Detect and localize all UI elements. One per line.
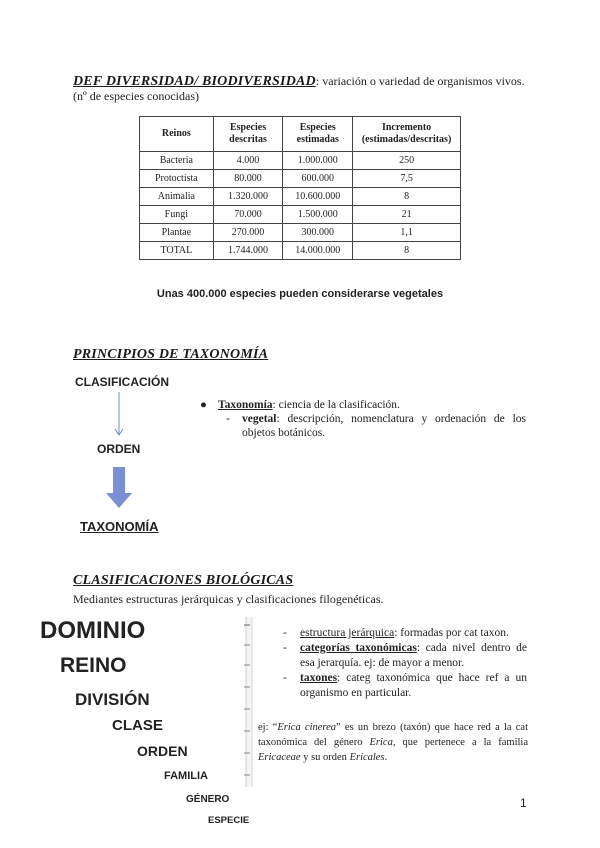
diversity-subtitle: (nº de especies conocidas) [73,89,199,103]
flow-taxonomia: TAXONOMÍA [80,519,159,534]
diversity-definition: : variación o variedad de organismos vivos. [315,74,525,88]
classification-item [283,626,527,641]
vegetal-term: vegetal [242,413,277,425]
table-cell: 1.000.000 [283,152,353,170]
bracket-strip [242,617,256,787]
classifications-intro: Mediantes estructuras jerárquicas y clasificaciones filogenéticas. [73,592,384,606]
table-cell: TOTAL [140,242,214,260]
table-row [140,242,461,260]
table-cell: 21 [353,206,461,224]
table-cell: 10.600.000 [283,188,353,206]
level-familia: FAMILIA [164,770,208,782]
diversity-definition-line [73,74,533,89]
table-cell: Plantae [140,224,214,242]
dash-icon: - [283,642,287,654]
example-genus: Erica [369,737,393,748]
dash-icon: - [226,413,230,425]
table-cell: 600.000 [283,170,353,188]
table-cell: Bacteria [140,152,214,170]
item-text: : cada nivel dentro de esa jerarquía. ej: de mayor a menor. [300,642,527,669]
level-orden: ORDEN [137,743,188,759]
table-cell: 1.744.000 [213,242,283,260]
vegetal-subbullet [200,412,526,440]
table-cell: 1.320.000 [213,188,283,206]
diversity-heading: DEF DIVERSIDAD/ BIODIVERSIDAD [73,74,316,89]
vegetal-text: : descripción, nomenclatura y ordenación de los objetos botánicos. [242,413,526,439]
vegetal-species-note: Unas 400.000 especies pueden considerarse vegetales [156,288,444,300]
level-clase: CLASE [112,717,163,734]
thin-down-arrow-icon [113,392,125,438]
erica-example [258,720,528,765]
example-text: ” es un brezo (taxón) que hace red a la cat taxonómica del género [258,722,528,748]
thick-down-arrow-icon [106,467,132,509]
level-division: DIVISIÓN [75,690,150,709]
table-header: Especies descritas [213,117,283,152]
item-text: : formadas por cat taxon. [394,627,509,639]
flow-orden: ORDEN [97,442,141,456]
flow-clasificacion: CLASIFICACIÓN [75,375,169,389]
page-number: 1 [520,796,527,810]
classification-item [283,641,527,671]
table-cell: 14.000.000 [283,242,353,260]
bullet-dot-icon: ● [200,399,207,411]
table-cell: 7,5 [353,170,461,188]
table-cell: Animalia [140,188,214,206]
example-family: Ericaceae [258,752,301,763]
table-cell: 80.000 [213,170,283,188]
classification-item [283,671,527,701]
item-term: estructura jerárquica [300,627,395,639]
example-text: ej: “ [258,722,278,733]
table-cell: 1.500.000 [283,206,353,224]
table-cell: 300.000 [283,224,353,242]
table-cell: 1,1 [353,224,461,242]
item-term: categorías taxonómicas [300,642,417,654]
table-row [140,206,461,224]
table-row [140,224,461,242]
item-term: taxones [300,672,338,684]
taxonomy-bullets [200,398,526,440]
table-header-row [140,117,461,152]
dash-icon: - [283,672,287,684]
table-header: Incremento (estimadas/descritas) [353,117,461,152]
table-cell: Fungi [140,206,214,224]
table-cell: 270.000 [213,224,283,242]
taxonomy-term: Taxonomía [218,399,273,411]
table-header: Especies estimadas [283,117,353,152]
table-cell: 4.000 [213,152,283,170]
item-text: : categ taxonómica que hace ref a un organismo en particular. [300,672,527,699]
example-text: y su orden [300,752,350,763]
table-cell: 250 [353,152,461,170]
taxonomy-heading: PRINCIPIOS DE TAXONOMÍA [73,347,269,362]
table-cell: 8 [353,188,461,206]
example-text: , que pertenece a la familia [392,737,528,748]
level-reino: REINO [60,654,127,677]
table-cell: 8 [353,242,461,260]
table-cell: 70.000 [213,206,283,224]
example-text: . [384,752,388,763]
table-cell: Protoctista [140,170,214,188]
level-especie: ESPECIE [208,815,250,826]
level-dominio: DOMINIO [40,617,146,644]
taxonomy-bullet [200,398,526,412]
table-row [140,170,461,188]
example-order: Ericales [349,752,385,763]
taxonomy-text: : ciencia de la clasificación. [272,399,400,411]
dash-icon: - [283,627,287,639]
level-genero: GÉNERO [186,794,230,805]
section-diversity [73,74,533,103]
classification-items [283,626,527,701]
table-row [140,188,461,206]
table-header: Reinos [140,117,214,152]
species-table [139,116,461,260]
classifications-heading: CLASIFICACIONES BIOLÓGICAS [73,573,294,588]
example-species: Erica cinerea [277,722,337,733]
table-row [140,152,461,170]
